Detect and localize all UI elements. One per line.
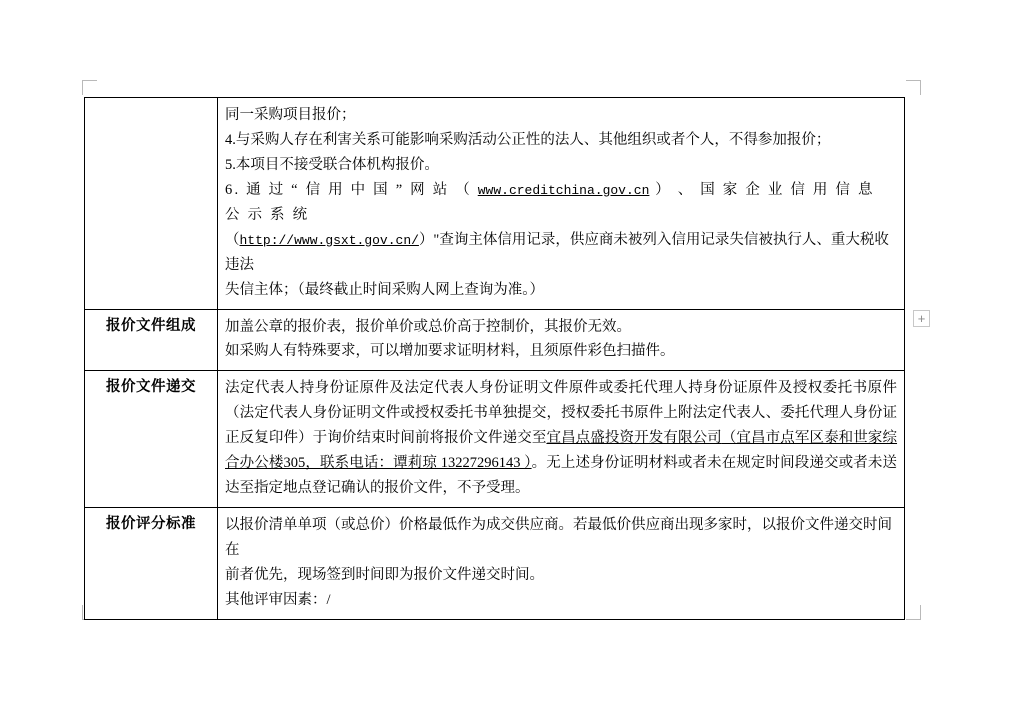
- credit-china-url[interactable]: www.creditchina.gov.cn: [477, 182, 650, 198]
- clause-line: 5.本项目不接受联合体机构报价。: [225, 156, 439, 173]
- add-comment-plus-button[interactable]: +: [913, 310, 930, 327]
- clause6-rest: ）"查询主体信用记录，供应商未被列入信用记录失信被执行人、重大税收违法: [225, 231, 889, 273]
- row-content-scoring-standard: [218, 508, 905, 620]
- content-line: 定代表人身份证明文件或授权委托书单独提交，授权委托书原件上附法定代表人、委托代理人身份证正反复: [225, 405, 898, 447]
- clause-line-6c: 失信主体；（最终截止时间采购人网上查询为准。）: [225, 281, 544, 298]
- page-margin-mark-bottom-right: [906, 605, 921, 620]
- row-content-clauses: [218, 98, 905, 310]
- contact-underlined: 305，联系电话：谭莉琼 13227296143 ）: [283, 455, 532, 472]
- content-line: 如采购人有特殊要求，可以增加要求证明材料，且须原件彩色扫描件。: [225, 343, 675, 360]
- address-underlined-open: （宜昌市点军区泰和世家综合办公楼: [225, 430, 898, 472]
- clause-line: 4.与采购人存在利害关系可能影响采购活动公正性的法人、其他组织或者个人，不得参加报价；: [225, 131, 831, 148]
- gsxt-url[interactable]: http://www.gsxt.gov.cn/: [239, 232, 419, 248]
- content-line: 其他评审因素：/: [225, 591, 331, 608]
- page-margin-mark-top-right: [906, 80, 921, 95]
- clause6-open-paren: （: [225, 231, 240, 248]
- clause6-mid: ） 、 国 家 企 业 信 用 信 息 公 示 系 统: [225, 181, 875, 223]
- table-row: [85, 98, 905, 310]
- content-line: 前者优先，现场签到时间即为报价文件递交时间。: [225, 566, 544, 583]
- clause6-prefix: 6. 通 过 “ 信 用 中 国 ” 网 站 （: [225, 181, 478, 198]
- row-content-file-submission: [218, 371, 905, 508]
- row-label-file-submission: 报价文件递交: [85, 371, 218, 508]
- row-label-empty: [85, 98, 218, 310]
- content-line: 印件）于询价结束时间前将报价文件递交至: [268, 430, 547, 447]
- requirements-table: [84, 97, 905, 620]
- table-row: [85, 508, 905, 620]
- content-line: 以报价清单单项（或总价）价格最低作为成交供应商。若最低价供应商出现多家时，以报价文件递交时间在: [225, 517, 892, 558]
- page-margin-mark-top-left: [82, 80, 97, 95]
- clause-line-6b: [225, 228, 897, 278]
- company-name-underlined: 宜昌点盛投资开发有限公司: [546, 430, 722, 447]
- clause-line-6: [225, 178, 897, 228]
- table-row: [85, 309, 905, 371]
- content-line: 法定代表人持身份证原件及法定代表人身份证明文件原件或委托代理人持身份证原件及授权委托书原件（法: [225, 380, 897, 422]
- table-row: [85, 371, 905, 508]
- content-line: 。无上述身份证明材料或者未在规定时间段递交或者未送达至指定: [225, 455, 898, 497]
- content-line: 地点登记确认的报价文件，不予受理。: [283, 480, 530, 497]
- content-line: 加盖公章的报价表，报价单价或总价高于控制价，其报价无效。: [225, 318, 631, 335]
- row-label-scoring-standard: 报价评分标准: [85, 508, 218, 620]
- clause-line: 同一采购项目报价；: [225, 107, 356, 123]
- row-content-file-composition: [218, 309, 905, 371]
- row-label-file-composition: 报价文件组成: [85, 309, 218, 371]
